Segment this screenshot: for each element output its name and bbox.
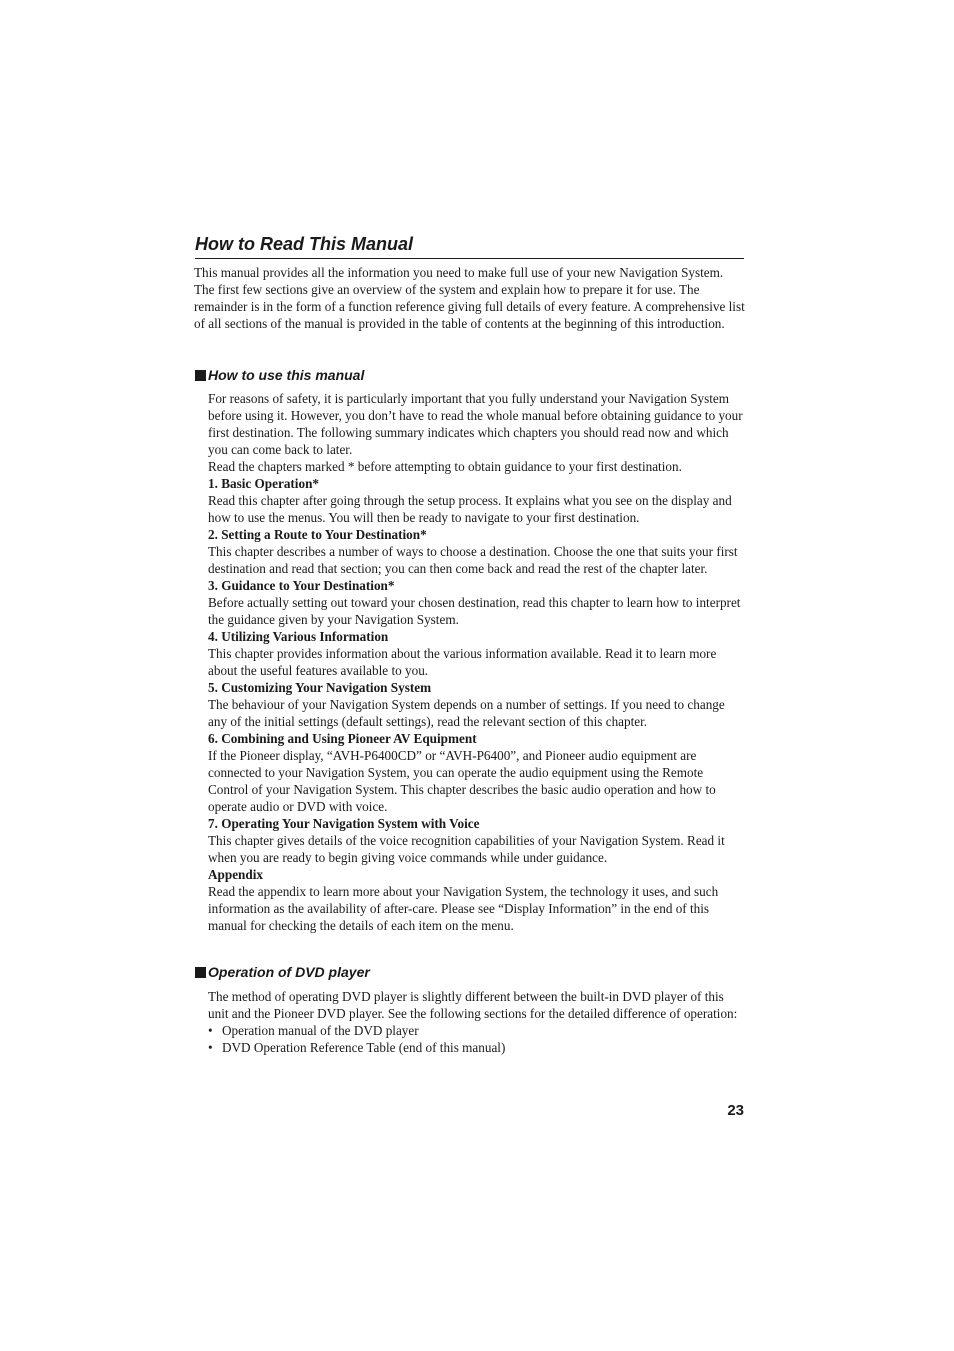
chapter-text: Read the appendix to learn more about your Navigation System, the technology it uses, and such information as the availability of after-care. Please see “Display Information” in the end of this manual for checking the details of each item on the menu.: [208, 884, 719, 933]
section-body-dvd: [208, 988, 745, 1056]
chapter-title: Appendix: [208, 867, 263, 882]
section-intro: For reasons of safety, it is particularly important that you fully understand your Navigation System before using it. However, you don’t have to read the whole manual before obtaining guidance to your first destination. The following summary indicates which chapters you should read now and which you can come back to later.: [208, 391, 743, 457]
square-bullet-icon: [195, 967, 206, 978]
chapter-title: 4. Utilizing Various Information: [208, 629, 389, 644]
list-item: [208, 1039, 745, 1056]
section-heading-how-to-use: [195, 366, 745, 384]
bullet-dot-icon: •: [208, 1023, 213, 1038]
list-item-text: Operation manual of the DVD player: [222, 1023, 419, 1038]
section-body-how-to-use: [208, 390, 745, 934]
bullet-dot-icon: •: [208, 1040, 213, 1055]
chapter-text: This chapter gives details of the voice recognition capabilities of your Navigation System. Read it when you are ready to begin giving voice commands while under guidance.: [208, 833, 725, 865]
title-rule: [195, 258, 744, 259]
page-title: How to Read This Manual: [195, 234, 414, 254]
section-heading-label: How to use this manual: [208, 367, 365, 383]
chapter-text: The behaviour of your Navigation System depends on a number of settings. If you need to change any of the initial settings (default settings), read the relevant section of this chapter.: [208, 697, 725, 729]
chapter-text: This chapter describes a number of ways to choose a destination. Choose the one that suits your first destination and read that section; you can then come back and read the rest of the chapter later.: [208, 544, 738, 576]
chapter-text: Read this chapter after going through the setup process. It explains what you see on the display and how to use the menus. You will then be ready to navigate to your first destination.: [208, 493, 732, 525]
section-note: Read the chapters marked * before attempting to obtain guidance to your first destination.: [208, 459, 682, 474]
section-heading-dvd: [195, 963, 745, 981]
section-heading-label: Operation of DVD player: [208, 964, 370, 980]
chapter-title: 5. Customizing Your Navigation System: [208, 680, 432, 695]
list-item: [208, 1022, 745, 1039]
chapter-title: 3. Guidance to Your Destination*: [208, 578, 395, 593]
bullet-list: [208, 1022, 745, 1056]
chapter-title: 7. Operating Your Navigation System with Voice: [208, 816, 480, 831]
section-intro: The method of operating DVD player is slightly different between the built-in DVD player of this unit and the Pioneer DVD player. See the following sections for the detailed difference of operation:: [208, 989, 738, 1021]
page-number: 23: [727, 1102, 744, 1119]
square-bullet-icon: [195, 370, 206, 381]
chapter-title: 6. Combining and Using Pioneer AV Equipment: [208, 731, 477, 746]
chapter-text: Before actually setting out toward your chosen destination, read this chapter to learn how to interpret the guidance given by your Navigation System.: [208, 595, 741, 627]
chapter-text: If the Pioneer display, “AVH-P6400CD” or “AVH-P6400”, and Pioneer audio equipment are connected to your Navigation System, you can operate the audio equipment using the Remote Control of your Navigation System. This chapter describes the basic audio operation and how to operate audio or DVD with voice.: [208, 748, 716, 814]
intro-paragraph: This manual provides all the information you need to make full use of your new Navigation System. The first few sections give an overview of the system and explain how to prepare it for use. The remainder is in the form of a function reference giving full details of every feature. A comprehensive list of all sections of the manual is provided in the table of contents at the beginning of this introduction.: [194, 265, 745, 331]
chapter-text: This chapter provides information about the various information available. Read it to learn more about the useful features available to you.: [208, 646, 717, 678]
chapter-title: 1. Basic Operation*: [208, 476, 319, 491]
list-item-text: DVD Operation Reference Table (end of this manual): [222, 1040, 506, 1055]
chapter-title: 2. Setting a Route to Your Destination*: [208, 527, 427, 542]
